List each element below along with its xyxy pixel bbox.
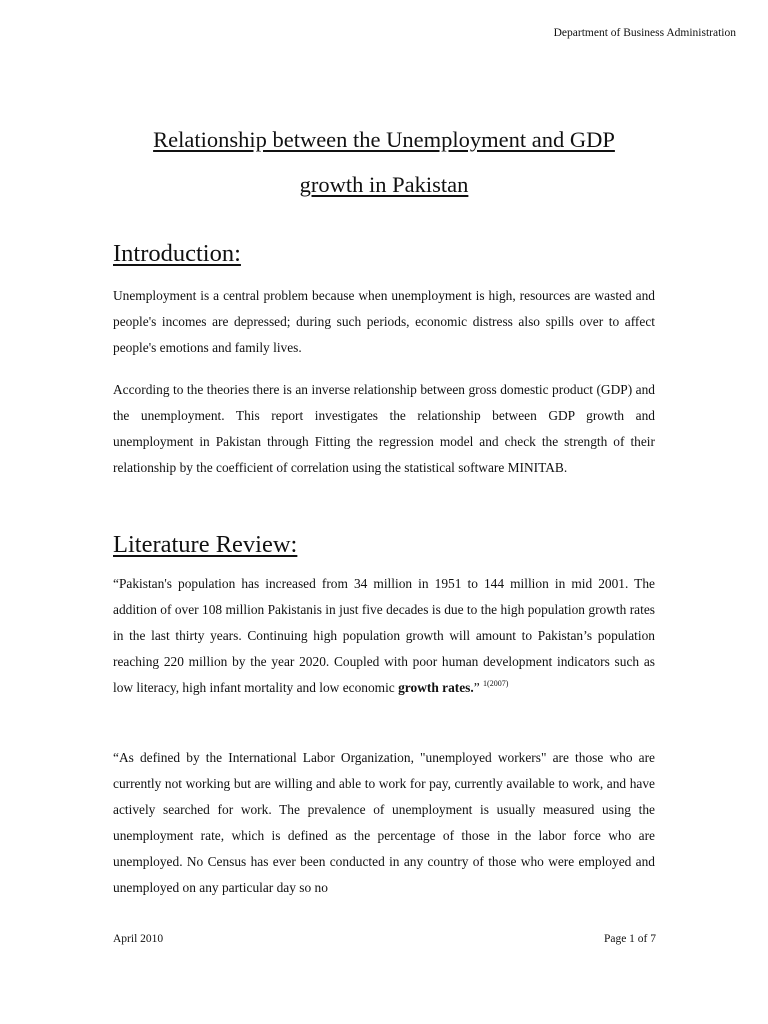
footer-page-number: Page 1 of 7 — [603, 933, 656, 945]
introduction-heading: Introduction: — [113, 240, 241, 267]
literature-quote-1-close: ” — [473, 680, 480, 695]
literature-quote-2: “As defined by the International Labor Organization, "unemployed workers" are those who are currently not working but are willing and able to work for pay, currently available to work, and have actively searched for work. The prevalence of unemployment is usually measured using the unemployment rate, which is defined as the percentage of those in the labor force who are unemployed. No Census has ever been conducted in any country of those who were employed and unemployed on any particular day so no — [113, 750, 655, 895]
document-title-line-2: growth in Pakistan — [299, 172, 469, 197]
footer-date: April 2010 — [113, 933, 164, 945]
literature-quote-1 — [113, 571, 655, 701]
footnote-reference: 1(2007) — [483, 679, 509, 688]
document-title-line-1: Relationship between the Unemployment and GDP — [153, 127, 615, 152]
literature-quote-1-bold: growth rates. — [398, 680, 474, 695]
introduction-paragraph-1: Unemployment is a central problem because when unemployment is high, resources are wasted and people's incomes are depressed; during such periods, economic distress also spills over to affect people's emotions and family lives. — [113, 288, 655, 355]
introduction-paragraph-2: According to the theories there is an inverse relationship between gross domestic product (GDP) and the unemployment. This report investigates the relationship between GDP growth and unemployment in Pakistan through Fitting the regression model and check the strength of their relationship by the coefficient of correlation using the statistical software MINITAB. — [113, 382, 655, 475]
literature-quote-1-text: “Pakistan's population has increased from 34 million in 1951 to 144 million in mid 2001. The addition of over 108 million Pakistanis in just five decades is due to the high population growth rates in the last thirty years. Continuing high population growth will amount to Pakistan’s population reaching 220 million by the year 2020. Coupled with poor human development indicators such as low literacy, high infant mortality and low economic — [113, 576, 655, 695]
header-department: Department of Business Administration — [553, 27, 736, 39]
literature-review-heading: Literature Review: — [113, 531, 298, 558]
